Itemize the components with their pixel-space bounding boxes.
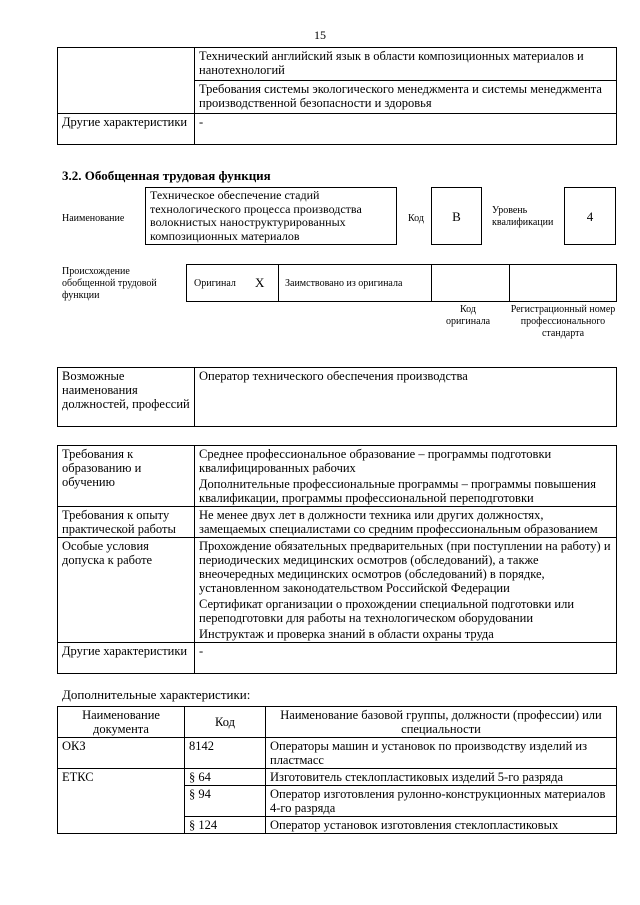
name-value: Техническое обеспечение стадий технологического процесса производства волокнистых наноструктурированных композиционных материалов [150, 188, 362, 243]
positions-table [57, 367, 617, 427]
code-label: Код [408, 213, 424, 224]
positions-label: Возможные наименования должностей, профессий [58, 368, 195, 427]
cell-name: Оператор изготовления рулонно-конструкционных материалов 4-го разряда [266, 786, 617, 817]
table-row [58, 643, 617, 674]
name-label: Наименование [62, 213, 125, 224]
origin-divider-1 [278, 264, 279, 302]
req-value: Прохождение обязательных предварительных (при поступлении на работу) и периодических медицинских осмотров (обследований), а также внеочередных медицинских осмотров (обследований) в порядке, установленном законодательством Российской Федерации [195, 538, 617, 597]
origin-divider-3 [509, 264, 510, 302]
table-row [58, 707, 617, 738]
original-mark: X [255, 275, 265, 290]
original-label: Оригинал [194, 278, 236, 289]
code-value-box [431, 187, 482, 245]
req-label: Другие характеристики [58, 643, 195, 674]
req-label: Особые условия допуска к работе [58, 538, 195, 643]
requirements-table [57, 445, 617, 674]
table-row [58, 538, 617, 597]
table-row [58, 114, 617, 145]
req-value: Сертификат организации о прохождении специальной подготовки или переподготовки для работы на технологическом оборудовании [195, 596, 617, 626]
reg-caption: Регистрационный номер профессионального стандарта [510, 304, 616, 339]
row-label [58, 48, 195, 114]
cell-doc: ЕТКС [58, 769, 185, 834]
table-row [58, 769, 617, 786]
row-value: Требования системы экологического менеджмента и системы менеджмента производственной безопасности и здоровья [195, 81, 617, 114]
req-value: Среднее профессиональное образование – программы подготовки квалифицированных рабочих [195, 446, 617, 477]
header-name: Наименование базовой группы, должности (профессии) или специальности [266, 707, 617, 738]
req-value: - [195, 643, 617, 674]
table-row [58, 507, 617, 538]
level-value: 4 [586, 209, 594, 224]
cell-code: § 64 [185, 769, 266, 786]
table-row [58, 446, 617, 477]
cell-code: § 124 [185, 817, 266, 834]
row-value: - [195, 114, 617, 145]
code-value: B [452, 209, 461, 224]
cell-code: § 94 [185, 786, 266, 817]
cell-code: 8142 [185, 738, 266, 769]
additional-title: Дополнительные характеристики: [62, 687, 251, 702]
cell-name: Операторы машин и установок по производству изделий из пластмасс [266, 738, 617, 769]
borrowed-label: Заимствовано из оригинала [285, 278, 403, 289]
additional-table [57, 706, 617, 834]
origin-divider-2 [431, 264, 432, 302]
origin-label: Происхождение обобщенной трудовой функции [62, 266, 157, 301]
level-value-box [564, 187, 616, 245]
header-code: Код [185, 707, 266, 738]
positions-value: Оператор технического обеспечения производства [195, 368, 617, 427]
top-table [57, 47, 617, 145]
table-row [58, 368, 617, 427]
cell-name: Оператор установок изготовления стеклопластиковых [266, 817, 617, 834]
table-row [58, 48, 617, 81]
row-value: Технический английский язык в области композиционных материалов и нанотехнологий [195, 48, 617, 81]
name-value-box [145, 187, 397, 245]
req-value: Дополнительные профессиональные программы – программы повышения квалификации, программы профессиональной переподготовки [195, 476, 617, 507]
row-label: Другие характеристики [58, 114, 195, 145]
code-caption: Код оригинала [445, 304, 491, 327]
cell-name: Изготовитель стеклопластиковых изделий 5-го разряда [266, 769, 617, 786]
req-label: Требования к опыту практической работы [58, 507, 195, 538]
section-heading: 3.2. Обобщенная трудовая функция [62, 168, 271, 183]
req-value: Инструктаж и проверка знаний в области охраны труда [195, 626, 617, 643]
header-doc: Наименование документа [58, 707, 185, 738]
req-label: Требования к образованию и обучению [58, 446, 195, 507]
cell-doc: ОКЗ [58, 738, 185, 769]
level-label: Уровень квалификации [492, 205, 554, 228]
table-row [58, 738, 617, 769]
req-value: Не менее двух лет в должности техника или других должностях, замещаемых специалистами со средним профессиональным образованием [195, 507, 617, 538]
page-number: 15 [314, 28, 326, 42]
